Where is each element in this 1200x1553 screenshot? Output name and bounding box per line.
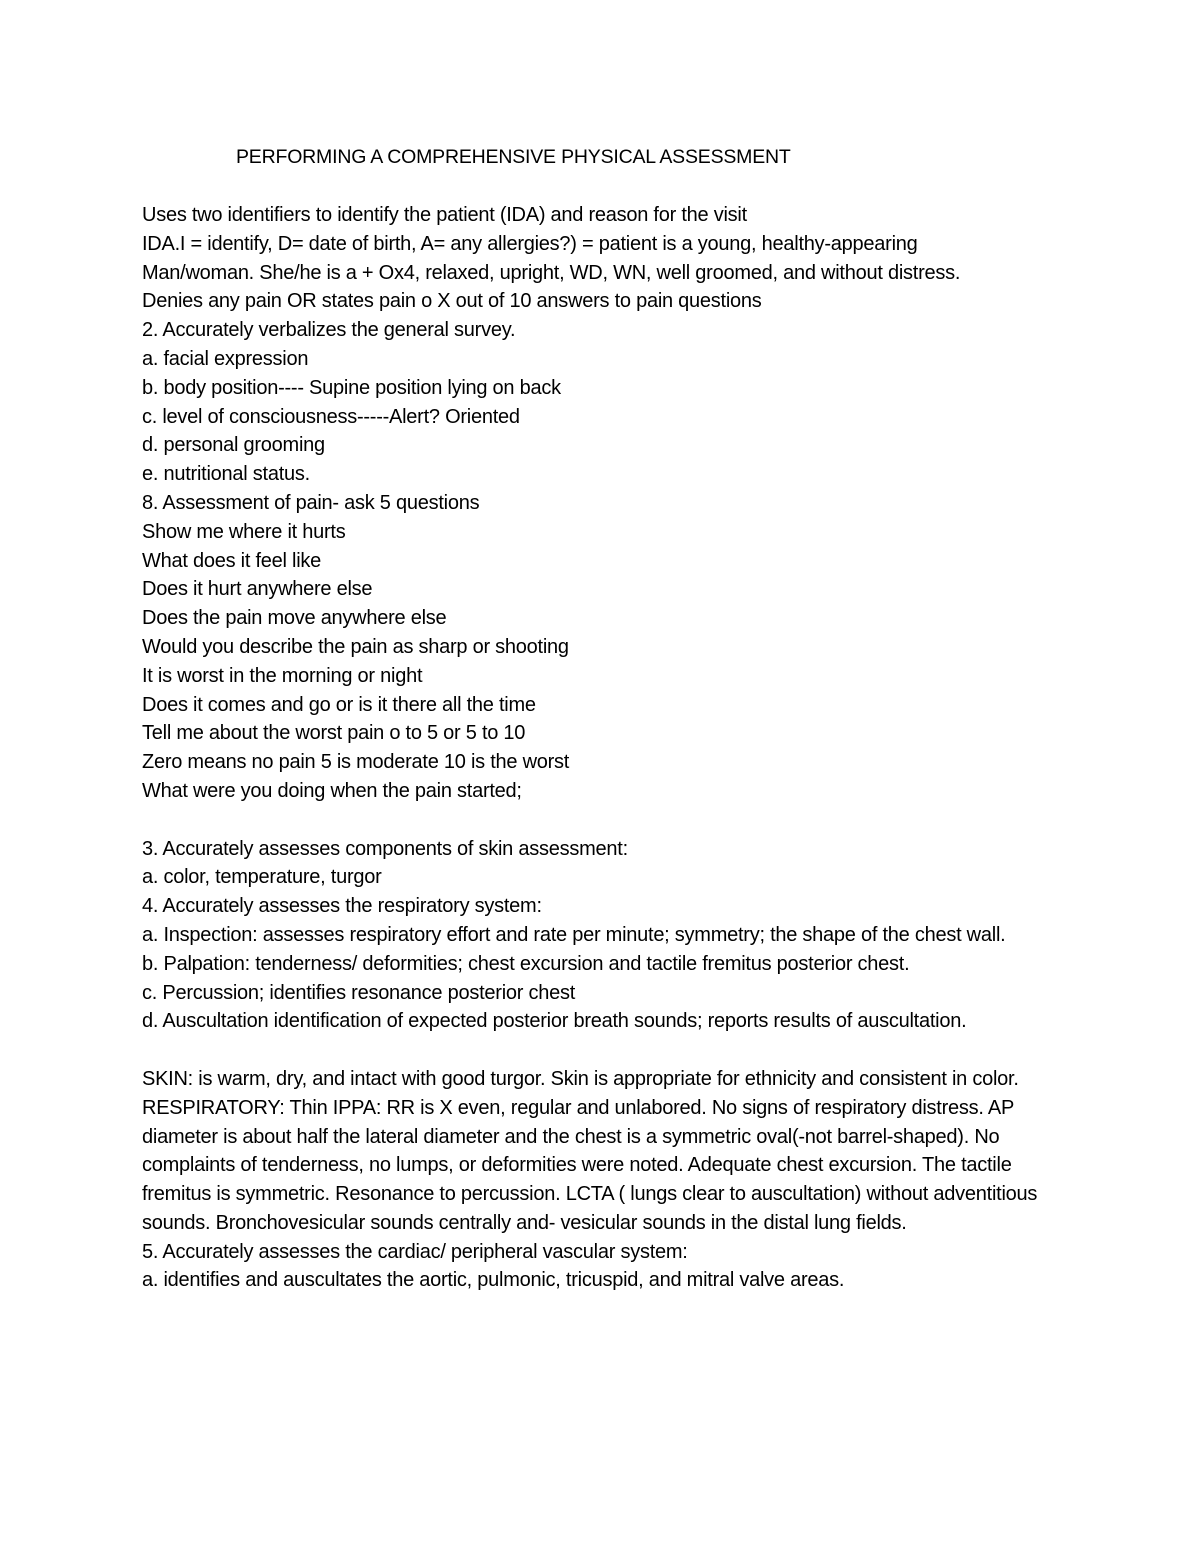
list-item: b. body position---- Supine position lying on back — [142, 376, 561, 399]
pain-question: Does it hurt anywhere else — [142, 578, 373, 601]
intro-line: Denies any pain OR states pain o X out of 10 answers to pain questions — [142, 290, 762, 313]
intro-section — [142, 201, 1072, 316]
intro-line: IDA.I = identify, D= date of birth, A= any allergies?) = patient is a young, healthy-appearing — [142, 232, 918, 255]
list-item: d. personal grooming — [142, 434, 325, 457]
respiratory-assessment-section — [142, 892, 1072, 1036]
skin-findings: SKIN: is warm, dry, and intact with good turgor. Skin is appropriate for ethnicity and consistent in color. — [142, 1067, 1019, 1090]
document-body — [142, 201, 1072, 1295]
pain-question: Zero means no pain 5 is moderate 10 is the worst — [142, 751, 570, 774]
skin-assessment-section — [142, 835, 1072, 893]
pain-question: Would you describe the pain as sharp or shooting — [142, 635, 569, 658]
pain-section — [142, 489, 1072, 806]
pain-question: What were you doing when the pain started; — [142, 779, 522, 802]
list-item: b. Palpation: tenderness/ deformities; chest excursion and tactile fremitus posterior chest. — [142, 952, 910, 975]
intro-line: Uses two identifiers to identify the patient (IDA) and reason for the visit — [142, 204, 747, 226]
section-heading: 8. Assessment of pain- ask 5 questions — [142, 491, 480, 514]
respiratory-findings: RESPIRATORY: Thin IPPA: RR is X even, regular and unlabored. No signs of respiratory distress. AP diameter is about half the lateral diameter and the chest is a symmetric oval(-not barrel-shaped). No complaints of tenderness, no lumps, or deformities were noted. Adequate chest excursion. The tactile fremitus is symmetric. Resonance to percussion. LCTA ( lungs clear to auscultation) without adventitious sounds. Bronchovesicular sounds centrally and- vesicular sounds in the distal lung fields. — [142, 1096, 1038, 1234]
section-heading: 2. Accurately verbalizes the general survey. — [142, 319, 516, 342]
blank-line — [142, 1036, 1072, 1065]
intro-line: Man/woman. She/he is a + Ox4, relaxed, upright, WD, WN, well groomed, and without distress. — [142, 261, 961, 284]
blank-line — [142, 806, 1072, 835]
section-heading: 4. Accurately assesses the respiratory system: — [142, 895, 542, 918]
list-item: c. level of consciousness-----Alert? Oriented — [142, 405, 520, 428]
list-item: a. facial expression — [142, 347, 309, 370]
pain-question: What does it feel like — [142, 549, 322, 572]
pain-question: It is worst in the morning or night — [142, 664, 423, 687]
list-item: c. Percussion; identifies resonance posterior chest — [142, 981, 576, 1004]
section-heading: 5. Accurately assesses the cardiac/ peripheral vascular system: — [142, 1240, 688, 1263]
pain-question: Tell me about the worst pain o to 5 or 5 to 10 — [142, 722, 526, 745]
findings-section — [142, 1065, 1072, 1238]
document-title: PERFORMING A COMPREHENSIVE PHYSICAL ASSESSMENT — [236, 146, 791, 168]
list-item: a. color, temperature, turgor — [142, 866, 382, 889]
list-item: a. Inspection: assesses respiratory effort and rate per minute; symmetry; the shape of the chest wall. — [142, 923, 1006, 946]
section-heading: 3. Accurately assesses components of skin assessment: — [142, 837, 628, 860]
list-item: d. Auscultation identification of expected posterior breath sounds; reports results of auscultation. — [142, 1010, 967, 1033]
general-survey-section — [142, 316, 1072, 489]
pain-question: Does the pain move anywhere else — [142, 607, 447, 630]
pain-question: Show me where it hurts — [142, 520, 346, 543]
list-item: a. identifies and auscultates the aortic, pulmonic, tricuspid, and mitral valve areas. — [142, 1269, 845, 1292]
pain-question: Does it comes and go or is it there all the time — [142, 693, 536, 716]
cardiac-assessment-section — [142, 1238, 1072, 1296]
list-item: e. nutritional status. — [142, 463, 310, 486]
